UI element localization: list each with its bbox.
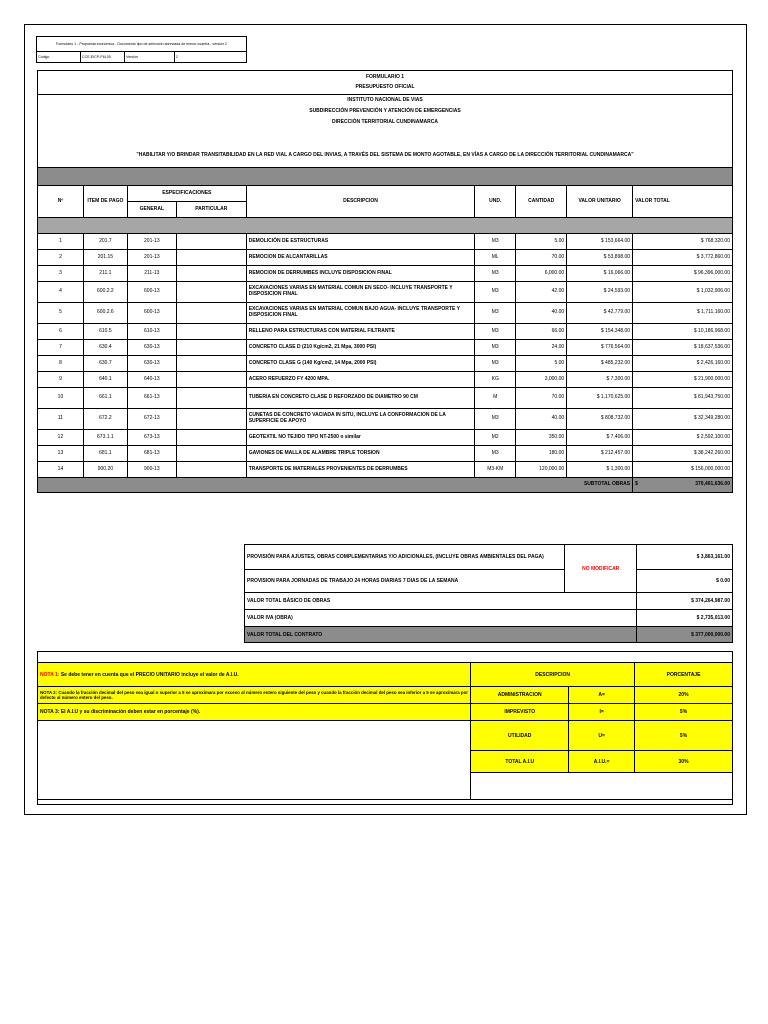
row-description: ACERO REFUERZO FY 4200 MPA. — [246, 372, 475, 388]
row-quantity: 6,000.00 — [516, 266, 567, 282]
row-total: $ 96,396,000.00 — [633, 266, 733, 282]
row-unit: M3-KM — [475, 462, 516, 478]
row-item: 630.4 — [83, 340, 127, 356]
row-spec-particular — [176, 250, 246, 266]
row-spec-particular — [176, 356, 246, 372]
row-item: 630.7 — [83, 356, 127, 372]
aiu-utilidad-code: U= — [569, 721, 635, 751]
row-spec-particular — [176, 340, 246, 356]
row-description: TRANSPORTE DE MATERIALES PROVENIENTES DE DERRUMBES — [246, 462, 475, 478]
row-total: $ 768,320.00 — [633, 234, 733, 250]
row-quantity: 350.00 — [516, 430, 567, 446]
row-number: 7 — [38, 340, 84, 356]
row-item: 600.2.2 — [83, 282, 127, 303]
row-quantity: 180.00 — [516, 446, 567, 462]
row-spec-general: 672-13 — [127, 409, 176, 430]
aiu-total-label: TOTAL A.I.U — [471, 751, 569, 773]
row-unit-value: $ 16,066.00 — [567, 266, 633, 282]
aiu-imprevisto-label: IMPREVISTO — [471, 704, 569, 721]
row-total: $ 18,637,536.00 — [633, 340, 733, 356]
row-number: 2 — [38, 250, 84, 266]
table-row — [38, 356, 733, 372]
row-quantity: 42.00 — [516, 282, 567, 303]
aiu-utilidad-label: UTILIDAD — [471, 721, 569, 751]
title-line-1: FORMULARIO 1 — [38, 71, 733, 83]
row-unit: M3 — [475, 266, 516, 282]
row-unit-value: $ 153,664.00 — [567, 234, 633, 250]
form-header — [36, 36, 247, 63]
row-spec-general: 630-13 — [127, 356, 176, 372]
row-spec-general: 211-13 — [127, 266, 176, 282]
row-spec-general: 201-13 — [127, 250, 176, 266]
table-row — [38, 324, 733, 340]
gray-band-2 — [38, 218, 733, 234]
row-description: CONCRETO CLASE G (140 Kg/cm2, 14 Mpa, 2000 PSI) — [246, 356, 475, 372]
row-spec-general: 600-13 — [127, 282, 176, 303]
nota-1: NOTA 1: Se debe tener en cuenta que el PRECIO UNITARIO incluye el valor de A.I.U. — [38, 663, 471, 687]
form-label: Formulario 1 - Propuesta económica - Documento tipo de selección abreviada de menor cuantía - versión 2 — [37, 37, 247, 52]
row-spec-general: 900-13 — [127, 462, 176, 478]
row-spec-particular — [176, 324, 246, 340]
row-description: EXCAVACIONES VARIAS EN MATERIAL COMUN BAJO AGUA- INCLUYE TRANSPORTE Y DISPOSICION FINAL — [246, 303, 475, 324]
row-number: 6 — [38, 324, 84, 340]
row-item: 672.2 — [83, 409, 127, 430]
provision-2-value: $ 0.00 — [637, 570, 733, 593]
row-spec-particular — [176, 446, 246, 462]
row-unit-value: $ 808,732.00 — [567, 409, 633, 430]
row-unit: M3 — [475, 340, 516, 356]
row-total: $ 2,592,100.00 — [633, 430, 733, 446]
row-number: 8 — [38, 356, 84, 372]
row-item: 600.2.6 — [83, 303, 127, 324]
nota-2: NOTA 2: Cuando la fracción decimal del peso sea igual o superior a 5 se aproximara por exceso al número entero siguiente del peso y cuando la fracción decimal del peso sea inferior a 5 se aproximara por defecto al número entero del peso. — [38, 687, 471, 704]
summary-table — [244, 544, 733, 643]
row-total: $ 38,242,260.00 — [633, 446, 733, 462]
row-number: 9 — [38, 372, 84, 388]
col-desc: DESCRIPCION — [246, 186, 475, 218]
row-total: $ 21,900,000.00 — [633, 372, 733, 388]
row-spec-particular — [176, 303, 246, 324]
provision-1-value: $ 3,863,161.00 — [637, 545, 733, 570]
row-unit: M3 — [475, 324, 516, 340]
subtotal-value: $ 370,401,636.00 — [633, 478, 733, 493]
row-spec-general: 640-13 — [127, 372, 176, 388]
row-quantity: 5.00 — [516, 356, 567, 372]
project-title: "HABILITAR Y/O BRINDAR TRANSITABILIDAD EN LA RED VIAL A CARGO DEL INVIAS, A TRAVÉS DEL SISTEMA DE MONTO AGOTABLE, EN VÍAS A CARGO DE LA DIRECCIÓN TERRITORIAL CUNDINAMARCA" — [38, 129, 733, 168]
row-total: $ 1,711,160.00 — [633, 303, 733, 324]
row-item: 900.20 — [83, 462, 127, 478]
aiu-admin-label: ADMINISTRACION — [471, 687, 569, 704]
row-description: REMOCION DE ALCANTARILLAS — [246, 250, 475, 266]
row-item: 610.5 — [83, 324, 127, 340]
row-description: CONCRETO CLASE D (210 Kg/cm2, 21 Mpa, 3000 PSI) — [246, 340, 475, 356]
col-particular: PARTICULAR — [176, 202, 246, 218]
col-unit-value: VALOR UNITARIO — [567, 186, 633, 218]
title-line-5: DIRECCIÓN TERRITORIAL CUNDINAMARCA — [38, 118, 733, 129]
row-number: 10 — [38, 388, 84, 409]
no-modificar-label: NO MODIFICAR — [565, 545, 637, 593]
row-number: 12 — [38, 430, 84, 446]
table-row — [38, 462, 733, 478]
row-spec-general: 600-13 — [127, 303, 176, 324]
row-description: GEOTEXTIL NO TEJIDO TIPO NT-2500 o similar — [246, 430, 475, 446]
row-quantity: 24.00 — [516, 340, 567, 356]
row-total: $ 81,943,750.00 — [633, 388, 733, 409]
aiu-total-pct: 30% — [635, 751, 733, 773]
row-description: CUNETAS DE CONCRETO VACIADA IN SITU, INCLUYE LA CONFORMACION DE LA SUPERFICIE DE APOYO — [246, 409, 475, 430]
row-spec-particular — [176, 372, 246, 388]
row-spec-particular — [176, 462, 246, 478]
provision-2-label: PROVISION PARA JORNADAS DE TRABAJO 24 HORAS DIARIAS 7 DIAS DE LA SEMANA — [245, 570, 565, 593]
aiu-admin-code: A= — [569, 687, 635, 704]
row-spec-particular — [176, 430, 246, 446]
version-value: 2 — [175, 52, 247, 63]
row-unit: ML — [475, 250, 516, 266]
notes-blank — [38, 721, 471, 800]
row-quantity: 5.00 — [516, 234, 567, 250]
row-number: 5 — [38, 303, 84, 324]
aiu-pct-header: PORCENTAJE — [635, 663, 733, 687]
aiu-imprevisto-pct: 5% — [635, 704, 733, 721]
aiu-imprevisto-code: I= — [569, 704, 635, 721]
budget-table — [37, 70, 733, 493]
row-spec-particular — [176, 266, 246, 282]
row-unit: M3 — [475, 282, 516, 303]
aiu-total-code: A.I.U.= — [569, 751, 635, 773]
row-unit: M3 — [475, 409, 516, 430]
row-spec-particular — [176, 409, 246, 430]
title-line-2: PRESUPUESTO OFICIAL — [38, 83, 733, 95]
col-general: GENERAL — [127, 202, 176, 218]
row-total: $ 3,772,860.00 — [633, 250, 733, 266]
col-num: Nº — [38, 186, 84, 218]
row-spec-general: 673-13 — [127, 430, 176, 446]
row-spec-particular — [176, 388, 246, 409]
row-quantity: 66.00 — [516, 324, 567, 340]
row-unit-value: $ 1,300.00 — [567, 462, 633, 478]
row-description: DEMOLICIÓN DE ESTRUCTURAS — [246, 234, 475, 250]
code-value: CCE-EICP-FM-05 — [81, 52, 125, 63]
row-unit: M3 — [475, 234, 516, 250]
row-quantity: 70.00 — [516, 250, 567, 266]
row-unit: M3 — [475, 446, 516, 462]
row-unit-value: $ 7,300.00 — [567, 372, 633, 388]
row-total: $ 2,426,160.00 — [633, 356, 733, 372]
iva-value: $ 2,735,013.00 — [637, 610, 733, 627]
row-unit-value: $ 53,898.00 — [567, 250, 633, 266]
row-unit-value: $ 776,564.00 — [567, 340, 633, 356]
provision-1-label: PROVISIÓN PARA AJUSTES, OBRAS COMPLEMENTARIAS Y/O ADICIONALES, (INCLUYE OBRAS AMBIENTALES DEL PAGA) — [245, 545, 565, 570]
row-spec-particular — [176, 234, 246, 250]
row-unit-value: $ 24,593.00 — [567, 282, 633, 303]
contract-total-label: VALOR TOTAL DEL CONTRATO — [245, 627, 637, 643]
row-unit-value: $ 7,406.00 — [567, 430, 633, 446]
aiu-desc-header: DESCRIPCION — [471, 663, 635, 687]
row-item: 661.1 — [83, 388, 127, 409]
row-description: GAVIONES DE MALLA DE ALAMBRE TRIPLE TORSION — [246, 446, 475, 462]
row-spec-general: 630-13 — [127, 340, 176, 356]
row-unit-value: $ 42,779.00 — [567, 303, 633, 324]
title-line-4: SUBDIRECCIÓN PREVENCIÓN Y ATENCIÓN DE EMERGENCIAS — [38, 107, 733, 118]
row-spec-general: 610-13 — [127, 324, 176, 340]
col-qty: CANTIDAD — [516, 186, 567, 218]
row-item: 201.15 — [83, 250, 127, 266]
row-item: 681.1 — [83, 446, 127, 462]
version-label: Versión — [125, 52, 175, 63]
row-unit: M2 — [475, 430, 516, 446]
row-description: RELLENO PARA ESTRUCTURAS CON MATERIAL FILTRANTE — [246, 324, 475, 340]
col-spec: ESPECIFICACIONES — [127, 186, 246, 202]
row-number: 13 — [38, 446, 84, 462]
table-row — [38, 430, 733, 446]
iva-label: VALOR IVA (OBRA) — [245, 610, 637, 627]
nota-3: NOTA 3: El A.I.U y su discriminación deben estar en porcentaje (%). — [38, 704, 471, 721]
row-number: 11 — [38, 409, 84, 430]
table-row — [38, 266, 733, 282]
row-description: EXCAVACIONES VARIAS EN MATERIAL COMUN EN SECO- INCLUYE TRANSPORTE Y DISPOSICION FINAL — [246, 282, 475, 303]
row-unit-value: $ 212,457.00 — [567, 446, 633, 462]
aiu-admin-pct: 20% — [635, 687, 733, 704]
row-number: 1 — [38, 234, 84, 250]
table-row — [38, 234, 733, 250]
gray-band — [38, 168, 733, 186]
row-unit-value: $ 1,170,625.00 — [567, 388, 633, 409]
row-unit: M3 — [475, 303, 516, 324]
subtotal-label: SUBTOTAL OBRAS — [567, 478, 633, 493]
row-unit-value: $ 485,232.00 — [567, 356, 633, 372]
table-row — [38, 409, 733, 430]
aiu-utilidad-pct: 5% — [635, 721, 733, 751]
row-total: $ 1,032,906.00 — [633, 282, 733, 303]
row-total: $ 10,186,968.00 — [633, 324, 733, 340]
table-row — [38, 303, 733, 324]
row-unit: KG — [475, 372, 516, 388]
row-description: REMOCION DE DERRUMBES INCLUYE DISPOSICION FINAL — [246, 266, 475, 282]
table-row — [38, 446, 733, 462]
row-spec-general: 661-13 — [127, 388, 176, 409]
row-number: 14 — [38, 462, 84, 478]
row-quantity: 70.00 — [516, 388, 567, 409]
row-quantity: 3,000.00 — [516, 372, 567, 388]
row-description: TUBERIA EN CONCRETO CLASE D REFORZADO DE DIAMETRO 90 CM — [246, 388, 475, 409]
row-quantity: 40.00 — [516, 409, 567, 430]
table-row — [38, 372, 733, 388]
row-unit: M — [475, 388, 516, 409]
row-spec-general: 201-13 — [127, 234, 176, 250]
col-item: ITEM DE PAGO — [83, 186, 127, 218]
table-row — [38, 388, 733, 409]
code-label: Código — [37, 52, 81, 63]
row-spec-particular — [176, 282, 246, 303]
row-item: 640.1 — [83, 372, 127, 388]
row-number: 4 — [38, 282, 84, 303]
row-number: 3 — [38, 266, 84, 282]
col-total: VALOR TOTAL — [633, 186, 733, 218]
row-quantity: 120,000.00 — [516, 462, 567, 478]
table-row — [38, 340, 733, 356]
row-unit-value: $ 154,348.00 — [567, 324, 633, 340]
row-item: 673.1.1 — [83, 430, 127, 446]
col-unit: UND. — [475, 186, 516, 218]
row-spec-general: 681-13 — [127, 446, 176, 462]
notes-table — [37, 651, 733, 800]
row-quantity: 40.00 — [516, 303, 567, 324]
table-row — [38, 282, 733, 303]
row-item: 211.1 — [83, 266, 127, 282]
basic-total-label: VALOR TOTAL BÁSICO DE OBRAS — [245, 593, 637, 610]
contract-total-value: $ 377,000,000.00 — [637, 627, 733, 643]
row-total: $ 32,349,280.00 — [633, 409, 733, 430]
row-unit: M3 — [475, 356, 516, 372]
table-row — [38, 250, 733, 266]
basic-total-value: $ 374,264,987.00 — [637, 593, 733, 610]
row-total: $ 156,000,000.00 — [633, 462, 733, 478]
row-item: 201.7 — [83, 234, 127, 250]
title-line-3: INSTITUTO NACIONAL DE VIAS — [38, 95, 733, 107]
